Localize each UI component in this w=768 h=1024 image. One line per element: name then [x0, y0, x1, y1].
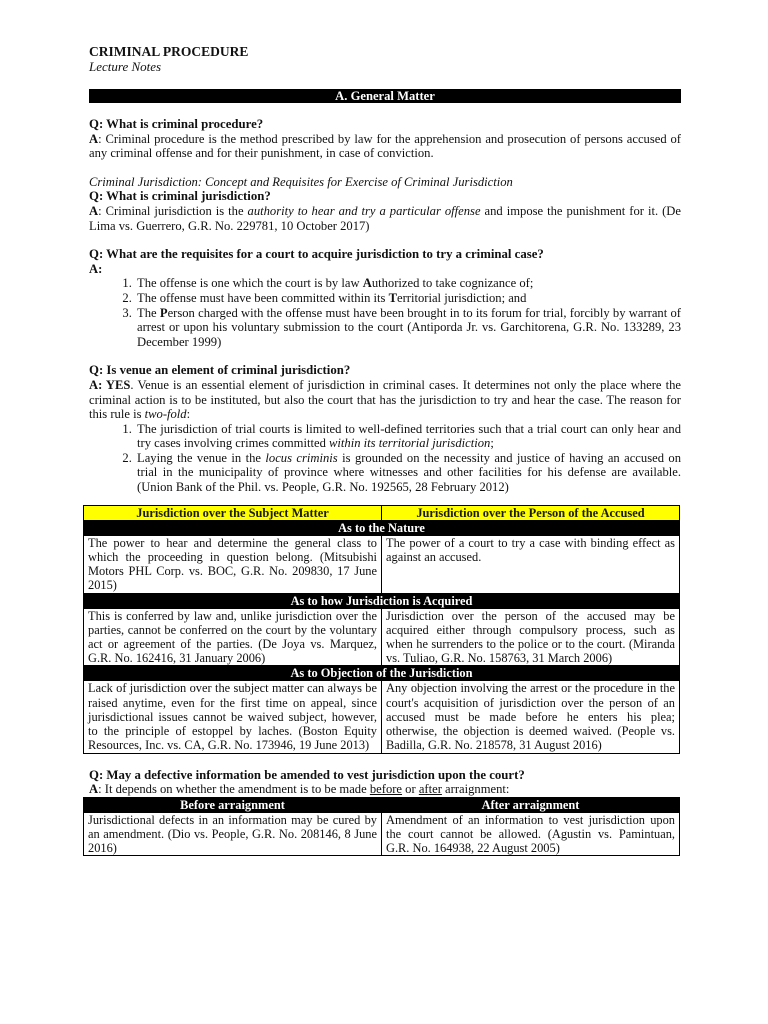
- question-2: Q: What is criminal jurisdiction?: [89, 189, 271, 204]
- table-row: [84, 812, 680, 856]
- table-band-acquired: As to how Jurisdiction is Acquired: [84, 593, 680, 608]
- answer-4: A: YES. Venue is an essential element of jurisdiction in criminal cases. It determines not only the place where the criminal action is to be instituted, but also the court that has the jurisdiction to try and hear the case. The reason for this rule is two-fold:: [89, 377, 681, 422]
- table-cell: Jurisdictional defects in an information may be cured by an amendment. (Dio vs. People, G.R. No. 208146, 8 June 2016): [84, 812, 382, 856]
- table-cell: Lack of jurisdiction over the subject matter can always be raised anytime, even for the first time on appeal, since jurisdictional issues cannot be waived subject, however, to the principle of estoppel by laches. (Boston Equity Resources, Inc. vs. CA, G.R. No. 173946, 19 June 2013): [84, 681, 382, 753]
- table-cell: The power to hear and determine the general class to which the proceeding in question belong. (Mitsubishi Motors PHL Corp. vs. BOC, G.R. No. 209830, 17 June 2015): [84, 535, 382, 593]
- question-1: Q: What is criminal procedure?: [89, 117, 264, 131]
- table-cell: This is conferred by law and, unlike jurisdiction over the parties, cannot be conferred on the court by the voluntary act or agreement of the parties. (De Joya vs. Marquez, G.R. No. 162416, 31 January 2006): [84, 608, 382, 666]
- list-item: 2. Laying the venue in the locus criminis is grounded on the necessity and justice of having an accused on trial in the municipality of province where witnesses and other facilities for his defense are available. (Union Bank of the Phil. vs. People, G.R. No. 192565, 28 February 2012): [135, 451, 681, 495]
- topic-heading: Criminal Jurisdiction: Concept and Requisites for Exercise of Criminal Jurisdiction: [89, 174, 513, 189]
- answer-2: A: Criminal jurisdiction is the authority to hear and try a particular offense and impose the punishment for it. (De Lima vs. Guerrero, G.R. No. 229781, 10 October 2017): [89, 203, 681, 233]
- table-band-objection: As to Objection of the Jurisdiction: [84, 666, 680, 681]
- doc-title: CRIMINAL PROCEDURE: [89, 44, 249, 59]
- table-header-after: After arraignment: [382, 797, 680, 812]
- table-cell: The power of a court to try a case with binding effect as against an accused.: [382, 535, 680, 593]
- answer-1: A: Criminal procedure is the method prescribed by law for the apprehension and prosecution of persons accused of any criminal offense and for their punishment, in case of conviction.: [89, 131, 681, 161]
- table-cell: Jurisdiction over the person of the accused may be acquired either through compulsory process, such as when he surrenders to the police or to the court. (Miranda vs. Tuliao, G.R. No. 158763, 31 March 2006): [382, 608, 680, 666]
- doc-subtitle: Lecture Notes: [89, 59, 162, 74]
- list-item: 1. The jurisdiction of trial courts is limited to well-defined territories such that a trial court can only hear and try cases involving crimes committed within its territorial jurisdiction;: [135, 422, 681, 451]
- table-band-nature: As to the Nature: [84, 520, 680, 535]
- question-5: Q: May a defective information be amended to vest jurisdiction upon the court?: [89, 767, 525, 782]
- table-cell: Amendment of an information to vest jurisdiction upon the court cannot be allowed. (Agustin vs. Pamintuan, G.R. No. 164938, 22 August 2005): [382, 812, 680, 856]
- table-row: [84, 681, 680, 753]
- list-item: 3. The Person charged with the offense must have been brought in to its forum for trial, forcibly by warrant of arrest or upon his voluntary submission to the court (Antiporda Jr. vs. Garchitorena, G.R. No. 133289, 23 December 1999): [135, 306, 681, 350]
- question-3: Q: What are the requisites for a court to acquire jurisdiction to try a criminal case?: [89, 247, 544, 262]
- table-header-before: Before arraignment: [84, 797, 382, 812]
- list-item: 1. The offense is one which the court is by law Authorized to take cognizance of;: [135, 276, 681, 291]
- table-row: [84, 608, 680, 666]
- table-header-subject-matter: Jurisdiction over the Subject Matter: [84, 505, 382, 520]
- venue-reasons-list: [89, 422, 681, 495]
- answer-5: A: It depends on whether the amendment is to be made before or after arraignment:: [89, 782, 510, 797]
- answer-3-label: A:: [89, 261, 103, 276]
- question-4: Q: Is venue an element of criminal jurisdiction?: [89, 363, 351, 378]
- table-row: [84, 535, 680, 593]
- table-cell: Any objection involving the arrest or the procedure in the court's acquisition of jurisdiction over the person of an accused must be made before he enters his plea; otherwise, the objection is deemed waived. (People vs. Badilla, G.R. No. 218578, 31 August 2016): [382, 681, 680, 753]
- list-item: 2. The offense must have been committed within its Territorial jurisdiction; and: [135, 291, 681, 306]
- requisites-list: [89, 276, 681, 349]
- document-page: [89, 44, 681, 856]
- section-heading: A. General Matter: [89, 89, 681, 103]
- amendment-table: [83, 797, 680, 857]
- jurisdiction-comparison-table: [83, 505, 680, 754]
- table-header-person-accused: Jurisdiction over the Person of the Accused: [382, 505, 680, 520]
